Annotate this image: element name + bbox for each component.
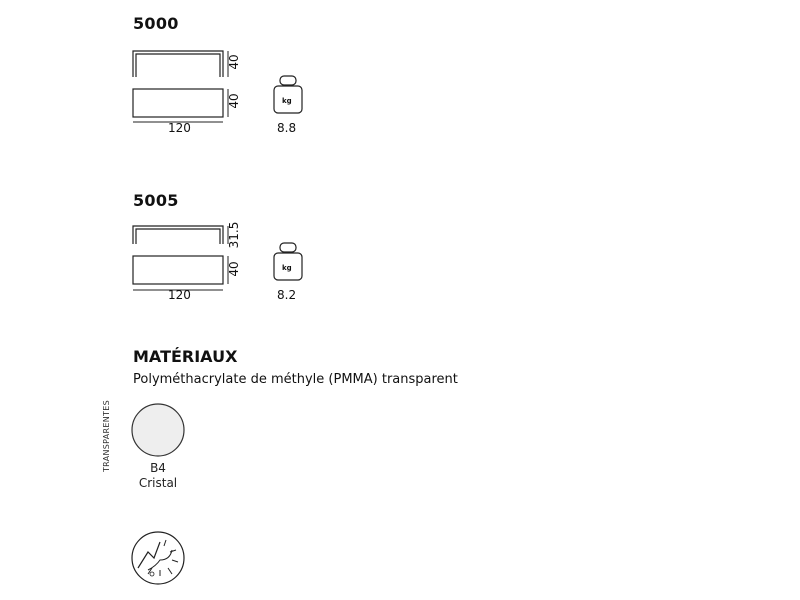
weight-icon	[270, 74, 306, 116]
width-5000: 120	[168, 121, 191, 135]
swatch-code: B4	[150, 461, 166, 475]
glass-care-icon	[130, 530, 186, 586]
weight-5005: 8.2	[277, 288, 297, 302]
height-top-5000: 40	[227, 54, 241, 70]
height-bottom-5005: 40	[227, 261, 241, 277]
category-label: TRANSPARENTES	[102, 400, 111, 472]
weight-unit-5005: kg	[282, 264, 292, 272]
swatch-name: Cristal	[138, 476, 178, 490]
materials-description: Polyméthacrylate de méthyle (PMMA) transparent	[133, 372, 458, 387]
model-code-5005: 5005	[133, 191, 179, 210]
materials-title: MATÉRIAUX	[133, 347, 238, 366]
swatch-b4-cristal[interactable]	[130, 402, 186, 458]
model-code-5000: 5000	[133, 14, 179, 33]
weight-icon	[270, 241, 306, 283]
weight-5000: 8.8	[277, 121, 297, 135]
width-5005: 120	[168, 288, 191, 302]
height-top-5005: 31.5	[227, 221, 241, 249]
height-bottom-5000: 40	[227, 93, 241, 109]
weight-unit-5000: kg	[282, 97, 292, 105]
